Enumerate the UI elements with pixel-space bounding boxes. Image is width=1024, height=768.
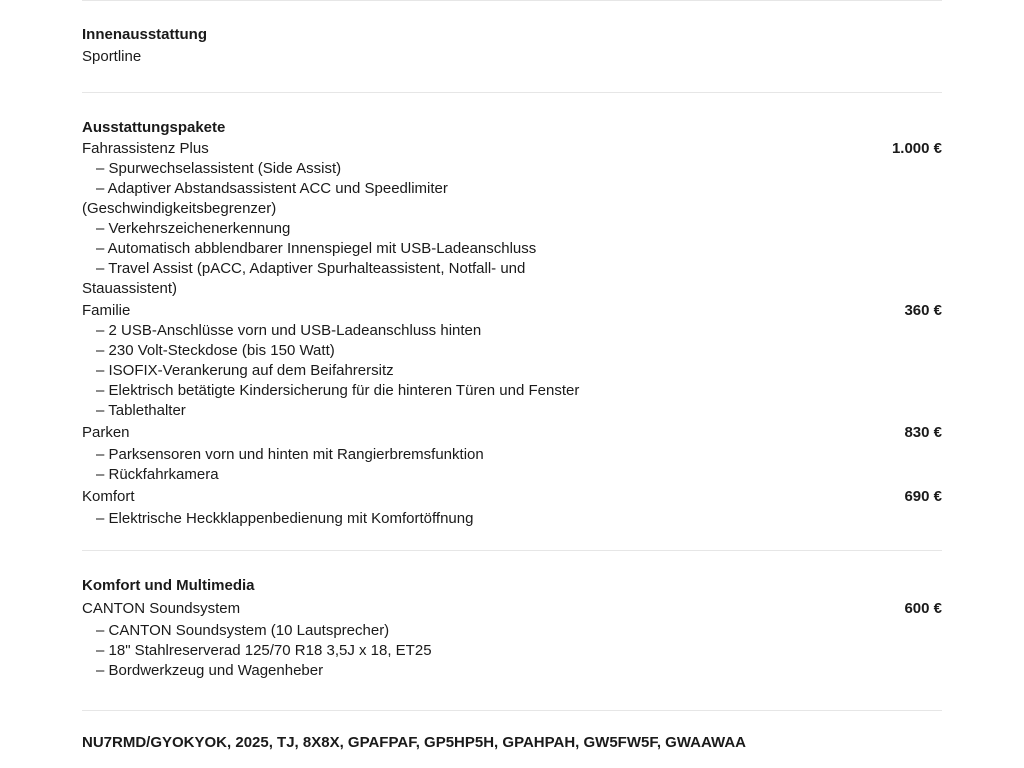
package-name: Familie [82, 302, 131, 319]
package-features [82, 159, 942, 299]
package-item [82, 487, 942, 507]
feature-item: – ISOFIX-Verankerung auf dem Beifahrersitz [96, 362, 394, 379]
feature-item: – Elektrische Heckklappenbedienung mit Komfortöffnung [96, 510, 474, 527]
feature-item: – Spurwechselassistent (Side Assist) [96, 160, 342, 177]
package-name: Komfort [82, 488, 135, 505]
divider [82, 92, 942, 93]
multimedia-section [82, 575, 942, 681]
feature-item: – Adaptiver Abstandsassistent ACC und Speedlimiter [96, 180, 448, 197]
multimedia-heading: Komfort und Multimedia [82, 577, 255, 594]
feature-item: – 230 Volt-Steckdose (bis 150 Watt) [96, 342, 335, 359]
interior-section [82, 24, 942, 68]
feature-item: – Verkehrszeichenerkennung [96, 220, 291, 237]
package-features [82, 509, 942, 529]
package-price: 1.000 € [891, 140, 942, 157]
package-price: 360 € [904, 302, 942, 319]
packages-section [82, 117, 942, 529]
divider [82, 550, 942, 551]
interior-value: Sportline [82, 48, 142, 65]
divider [82, 710, 942, 711]
feature-item: – 18" Stahlreserverad 125/70 R18 3,5J x 18, ET25 [96, 642, 432, 659]
vehicle-code-line: NU7RMD/GYOKYOK, 2025, TJ, 8X8X, GPAFPAF, GP5HP5H, GPAHPAH, GW5FW5F, GWAAWAA [82, 734, 747, 751]
package-price: 830 € [904, 424, 942, 441]
package-name: Parken [82, 424, 130, 441]
feature-item: – CANTON Soundsystem (10 Lautsprecher) [96, 622, 390, 639]
package-item [82, 423, 942, 443]
feature-item: – 2 USB-Anschlüsse vorn und USB-Ladeanschluss hinten [96, 322, 482, 339]
interior-heading: Innenausstattung [82, 26, 208, 43]
package-features [82, 445, 942, 485]
feature-item: – Elektrisch betätigte Kindersicherung für die hinteren Türen und Fenster [96, 382, 580, 399]
package-item [82, 599, 942, 619]
feature-item: – Travel Assist (pACC, Adaptiver Spurhalteassistent, Notfall- und [96, 260, 526, 277]
divider [82, 0, 942, 1]
package-price: 600 € [904, 600, 942, 617]
package-features [82, 621, 942, 681]
package-price: 690 € [904, 488, 942, 505]
package-name: Fahrassistenz Plus [82, 140, 209, 157]
feature-item: – Bordwerkzeug und Wagenheber [96, 662, 324, 679]
feature-item-continuation: Stauassistent) [82, 280, 178, 297]
package-features [82, 321, 942, 421]
feature-item-continuation: (Geschwindigkeitsbegrenzer) [82, 200, 277, 217]
feature-item: – Rückfahrkamera [96, 466, 219, 483]
feature-item: – Parksensoren vorn und hinten mit Rangierbremsfunktion [96, 446, 484, 463]
feature-item: – Tablethalter [96, 402, 186, 419]
packages-heading: Ausstattungspakete [82, 119, 226, 136]
feature-item: – Automatisch abblendbarer Innenspiegel mit USB-Ladeanschluss [96, 240, 537, 257]
package-item [82, 139, 942, 159]
package-name: CANTON Soundsystem [82, 600, 241, 617]
package-item [82, 301, 942, 321]
